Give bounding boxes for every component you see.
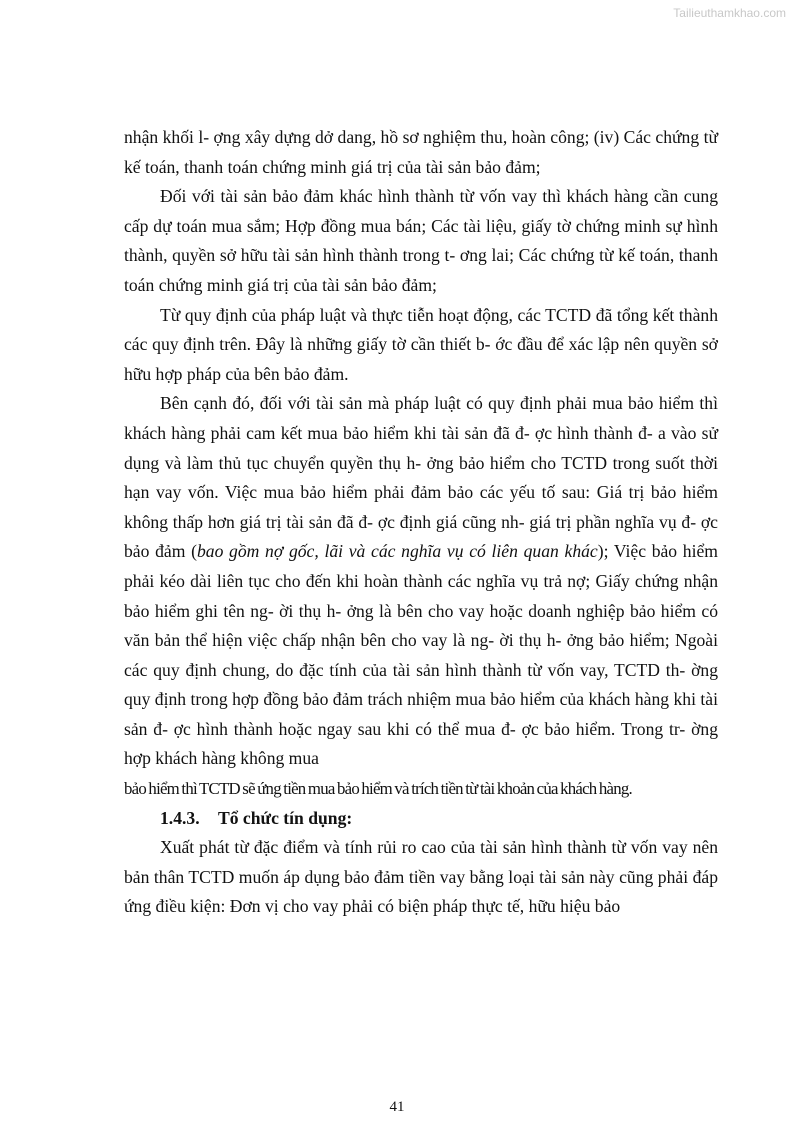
paragraph-1: nhận khối l- ợng xây dựng dở dang, hồ sơ nghiệm thu, hoàn công; (iv) Các chứng từ kế toán, thanh toán chứng minh giá trị của tài sản bảo đảm; bbox=[124, 127, 718, 177]
section-number: 1.4.3. bbox=[160, 807, 200, 828]
page-number: 41 bbox=[389, 1099, 405, 1115]
paragraph-2: Đối với tài sản bảo đảm khác hình thành từ vốn vay thì khách hàng cần cung cấp dự toán mua sắm; Hợp đồng mua bán; Các tài liệu, giấy tờ chứng minh sự hình thành, quyền sở hữu tài sản hình thành trong t- ơng lai; Các chứng từ kế toán, thanh toán chứng minh giá trị của tài sản bảo đảm; bbox=[124, 186, 718, 295]
paragraph-3: Từ quy định của pháp luật và thực tiễn hoạt động, các TCTD đã tổng kết thành các quy định trên. Đây là những giấy tờ cần thiết b- ớc đầu để xác lập nên quyền sở hữu hợp pháp của bên bảo đảm. bbox=[124, 304, 718, 384]
paragraph-4-italic: bao gồm nợ gốc, lãi và các nghĩa vụ có liên quan khác bbox=[196, 541, 598, 562]
section-heading bbox=[124, 804, 718, 834]
paragraph-4-last-line: bảo hiểm thì TCTD sẽ ứng tiền mua bảo hiểm và trích tiền từ tài khoản của khách hàng. bbox=[124, 779, 632, 799]
document-body bbox=[124, 123, 718, 922]
watermark: Tailieuthamkhao.com bbox=[673, 6, 786, 20]
paragraph-4 bbox=[124, 389, 718, 774]
paragraph-4-text: Bên cạnh đó, đối với tài sản mà pháp luật có quy định phải mua bảo hiểm thì khách hàng phải cam kết mua bảo hiểm khi tài sản đã đ- ợc hình thành đ- a vào sử dụng và làm thủ tục chuyển quyền thụ h- ởng bảo hiểm cho TCTD trong suốt thời hạn vay vốn. Việc mua bảo hiểm phải đảm bảo các yếu tố sau: Giá trị bảo hiểm không thấp hơn giá trị tài sản đã đ- ợc định giá cũng nh- giá trị phần nghĩa vụ đ- ợc bảo đảm ( bbox=[124, 393, 718, 562]
paragraph-4-text-cont: ); Việc bảo hiểm phải kéo dài liên tục cho đến khi hoàn thành các nghĩa vụ trả nợ; Giấy chứng nhận bảo hiểm ghi tên ng- ời thụ h- ởng là bên cho vay hoặc doanh nghiệp bảo hiểm có văn bản thể hiện việc chấp nhận bên cho vay là ng- ời thụ h- ởng bảo hiểm; Ngoài các quy định chung, do đặc tính của tài sản hình thành từ vốn vay, TCTD th- ờng quy định trong hợp đồng bảo đảm trách nhiệm mua bảo hiểm của khách hàng khi tài sản đ- ợc hình thành hoặc ngay sau khi có thể mua đ- ợc bảo hiểm. Trong tr- ờng hợp khách hàng không mua bbox=[124, 541, 718, 769]
paragraph-5: Xuất phát từ đặc điểm và tính rủi ro cao của tài sản hình thành từ vốn vay nên bản thân TCTD muốn áp dụng bảo đảm tiền vay bằng loại tài sản này cũng phải đáp ứng điều kiện: Đơn vị cho vay phải có biện pháp thực tế, hữu hiệu bảo bbox=[124, 837, 718, 917]
section-title: Tổ chức tín dụng: bbox=[218, 807, 353, 828]
